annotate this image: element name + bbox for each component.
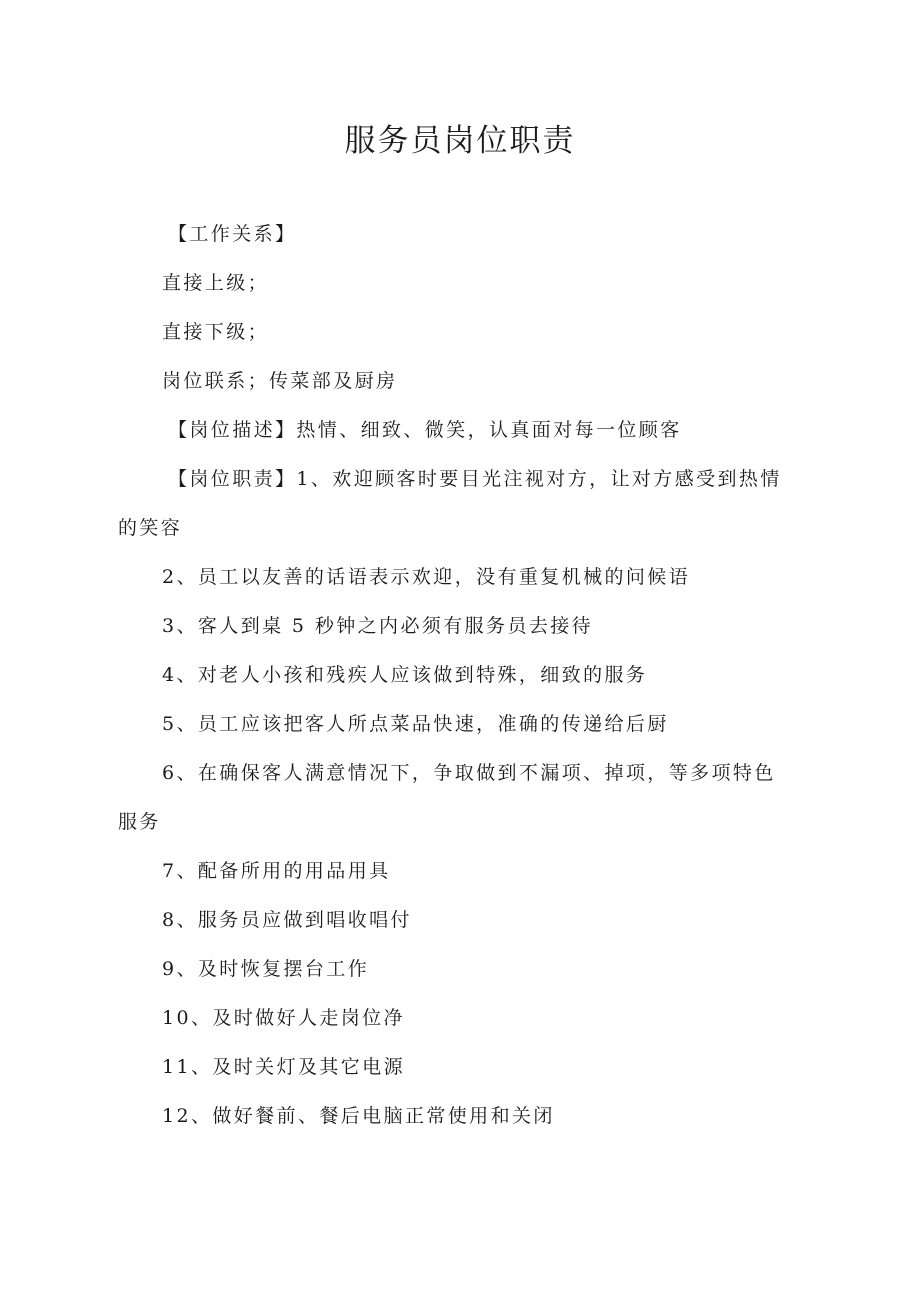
list-item: 11、及时关灯及其它电源 (162, 1056, 405, 1078)
list-item: 6、在确保客人满意情况下，争取做到不漏项、掉项，等多项特色 (162, 762, 776, 784)
list-item: 12、做好餐前、餐后电脑正常使用和关闭 (162, 1105, 555, 1127)
position-description: 【岗位描述】热情、细致、微笑，认真面对每一位顾客 (168, 419, 682, 441)
position-contact: 岗位联系；传菜部及厨房 (162, 370, 398, 392)
duties-line-1: 【岗位职责】1、欢迎顾客时要目光注视对方，让对方感受到热情 (168, 468, 782, 490)
list-item: 9、及时恢复摆台工作 (162, 958, 370, 980)
direct-subordinate: 直接下级； (162, 321, 270, 343)
work-relation-heading: 【工作关系】 (168, 223, 297, 245)
list-item: 3、客人到桌 5 秒钟之内必须有服务员去接待 (162, 615, 594, 637)
list-item: 2、员工以友善的话语表示欢迎，没有重复机械的问候语 (162, 566, 691, 588)
direct-superior: 直接上级； (162, 272, 270, 294)
duties-line-1-continued: 的笑容 (118, 517, 183, 539)
list-item: 5、员工应该把客人所点菜品快速，准确的传递给后厨 (162, 713, 669, 735)
list-item: 10、及时做好人走岗位净 (162, 1007, 405, 1029)
list-item: 4、对老人小孩和残疾人应该做到特殊，细致的服务 (162, 664, 648, 686)
list-item: 8、服务员应做到唱收唱付 (162, 909, 412, 931)
list-item-continued: 服务 (118, 811, 161, 833)
page-title: 服务员岗位职责 (344, 123, 576, 159)
list-item: 7、配备所用的用品用具 (162, 860, 391, 882)
